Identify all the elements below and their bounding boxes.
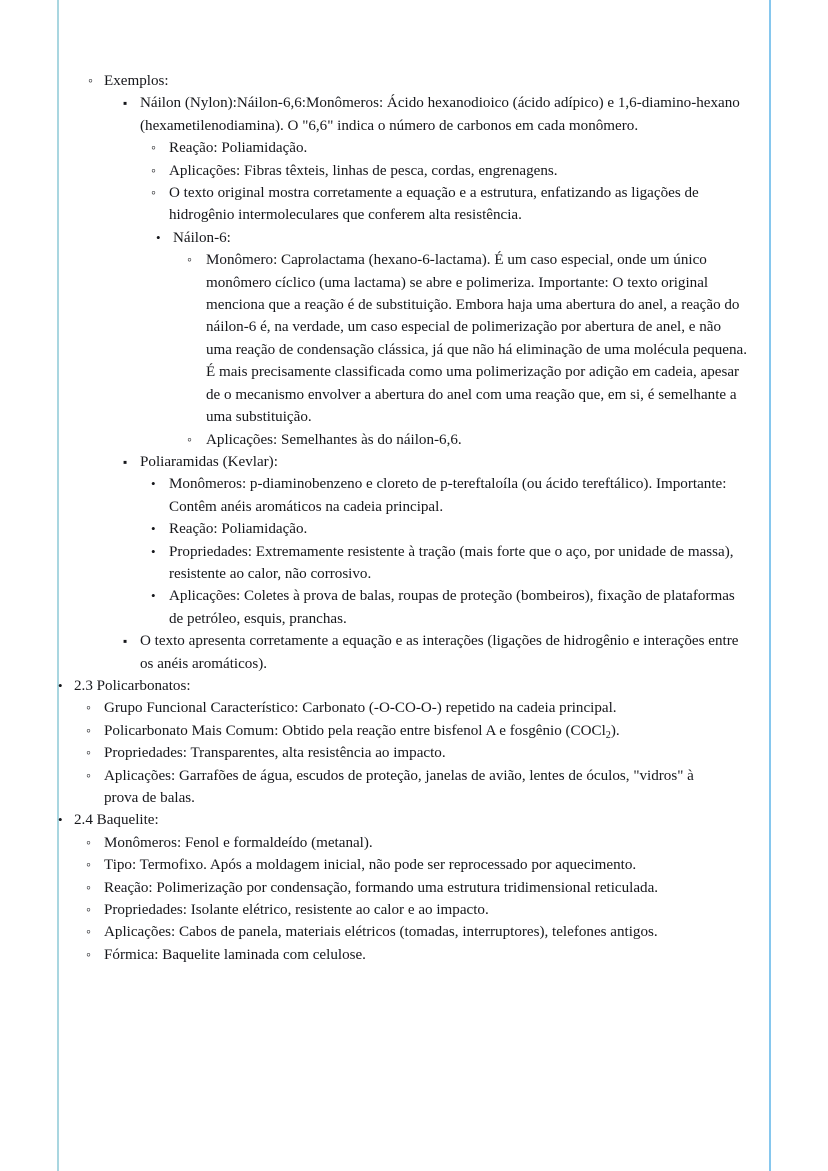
bullet-circle-icon xyxy=(86,832,101,855)
list-item-label: Monômeros: p-diaminobenzeno e cloreto de p-tereftaloíla (ou ácido tereftálico). Importante: Contêm anéis aromáticos na cadeia principal. xyxy=(169,476,727,515)
list-item-label: Monômeros: Fenol e formaldeído (metanal). xyxy=(104,834,373,851)
bullet-disc-icon xyxy=(151,518,166,540)
bullet-circle-icon xyxy=(86,765,101,788)
bullet-circle-icon xyxy=(86,854,101,877)
list-item-nylon66-nota xyxy=(140,182,828,227)
bullet-disc-icon xyxy=(151,585,166,607)
bullet-disc-icon xyxy=(151,541,166,563)
list-item-nylon6-aplicacoes xyxy=(173,429,828,451)
kevlar-children xyxy=(140,473,828,630)
list-item-pc-comum xyxy=(74,720,828,742)
list-item-kevlar-nota xyxy=(104,630,828,675)
list-item-label: Aplicações: Coletes à prova de balas, roupas de proteção (bombeiros), fixação de plataformas de petróleo, esquis, pranchas. xyxy=(169,588,735,627)
list-item-exemplos xyxy=(0,70,828,675)
bullet-circle-icon xyxy=(151,160,166,183)
list-item-nylon xyxy=(104,92,828,226)
list-item-bq-formica xyxy=(74,944,828,966)
pc-comum-subscript: 2 xyxy=(605,729,611,741)
list-item-pc-aplicacoes xyxy=(74,765,828,810)
list-item-label: O texto apresenta corretamente a equação e as interações (ligações de hidrogênio e interações entre os anéis aromáticos). xyxy=(140,633,739,672)
exemplos-children xyxy=(104,92,828,675)
bullet-circle-icon xyxy=(86,899,101,922)
bullet-square-icon xyxy=(123,630,138,652)
list-item-bq-aplicacoes xyxy=(74,921,828,943)
bullet-square-icon xyxy=(123,92,138,114)
list-item-label: Poliaramidas (Kevlar): xyxy=(140,453,278,470)
bullet-disc-icon xyxy=(58,675,73,697)
list-item-nylon6-monomero xyxy=(173,249,828,428)
list-item-label: Reação: Polimerização por condensação, formando uma estrutura tridimensional reticulada. xyxy=(104,879,659,896)
bullet-square-icon xyxy=(123,451,138,473)
list-item-label: Aplicações: Cabos de panela, materiais elétricos (tomadas, interruptores), telefones antigos. xyxy=(104,924,658,941)
list-item-label: Propriedades: Isolante elétrico, resistente ao calor e ao impacto. xyxy=(104,902,489,919)
bullet-circle-icon xyxy=(86,877,101,900)
bullet-circle-icon xyxy=(187,429,202,452)
list-item-policarbonatos xyxy=(0,675,828,809)
bullet-circle-icon xyxy=(86,697,101,720)
list-item-kevlar-monomeros xyxy=(140,473,828,518)
list-item-kevlar xyxy=(104,451,828,630)
bullet-circle-icon xyxy=(86,742,101,765)
list-item-label: Propriedades: Transparentes, alta resistência ao impacto. xyxy=(104,745,446,762)
list-item-label: O texto original mostra corretamente a equação e a estrutura, enfatizando as ligações de hidrogênio intermoleculares que conferem alta resistência. xyxy=(169,185,699,224)
list-item-label: Aplicações: Garrafões de água, escudos de proteção, janelas de avião, lentes de óculos, "vidros" à prova de balas. xyxy=(104,767,694,806)
bullet-circle-icon xyxy=(88,70,103,93)
nylon66-children xyxy=(140,137,828,227)
list-item-label xyxy=(104,720,714,742)
list-item-bq-tipo xyxy=(74,854,828,876)
list-item-label: Reação: Poliamidação. xyxy=(169,521,308,538)
list-item-bq-propriedades xyxy=(74,899,828,921)
bullet-circle-icon xyxy=(86,720,101,743)
bullet-circle-icon xyxy=(151,182,166,205)
list-item-label: Grupo Funcional Característico: Carbonato (-O-CO-O-) repetido na cadeia principal. xyxy=(104,700,617,717)
pc-comum-text-pre: Policarbonato Mais Comum: Obtido pela reação entre bisfenol A e fosgênio (COCl xyxy=(104,722,606,739)
bullet-disc-icon xyxy=(58,809,73,831)
list-item-label: Náilon (Nylon):Náilon-6,6:Monômeros: Ácido hexanodioico (ácido adípico) e 1,6-diamino-hexano (hexametilenodiamina). O "6,6" indica o número de carbonos em cada monômero. xyxy=(140,95,740,134)
list-item-label: Tipo: Termofixo. Após a moldagem inicial, não pode ser reprocessado por aquecimento. xyxy=(104,857,637,874)
list-item-kevlar-aplicacoes xyxy=(140,585,828,630)
bullet-circle-icon xyxy=(151,137,166,160)
list-item-label: Fórmica: Baquelite laminada com celulose. xyxy=(104,946,366,963)
baquelite-children xyxy=(74,832,828,966)
pc-comum-text-post: ). xyxy=(610,722,620,739)
list-item-label: Monômero: Caprolactama (hexano-6-lactama). É um caso especial, onde um único monômero cíclico (uma lactama) se abre e polimeriza. Importante: O texto original menciona que a reação é de substituição. Embora haja uma abertura do anel, a reação do náilon-6 é, na verdade, um caso especial de polimerização por abertura de anel, e não uma reação de condensação clássica, já que não há eliminação de uma molécula pequena. É mais precisamente classificada como uma polimerização por adição em cadeia, apesar de o mecanismo envolver a abertura do anel com uma reação que, em si, é semelhante a uma substituição. xyxy=(206,252,748,426)
list-item-label: Aplicações: Fibras têxteis, linhas de pesca, cordas, engrenagens. xyxy=(169,162,558,179)
bullet-disc-icon xyxy=(151,473,166,495)
list-item-pc-propriedades xyxy=(74,742,828,764)
list-item-label: 2.3 Policarbonatos: xyxy=(74,677,191,694)
list-item-label: Náilon-6: xyxy=(173,229,231,246)
list-item-bq-reacao xyxy=(74,877,828,899)
list-item-label: Reação: Poliamidação. xyxy=(169,140,308,157)
list-item-nylon6 xyxy=(104,227,828,451)
list-item-label: Exemplos: xyxy=(104,73,169,89)
outline-root xyxy=(0,70,828,966)
bullet-disc-icon xyxy=(156,227,171,249)
policarbonatos-children xyxy=(74,697,828,809)
list-item-nylon66-reacao xyxy=(140,137,828,159)
list-item-pc-grupo xyxy=(74,697,828,719)
list-item-label: Propriedades: Extremamente resistente à tração (mais forte que o aço, por unidade de massa), resistente ao calor, não corrosivo. xyxy=(169,543,734,582)
bullet-circle-icon xyxy=(86,944,101,967)
bullet-circle-icon xyxy=(187,249,202,272)
list-item-label: Aplicações: Semelhantes às do náilon-6,6. xyxy=(206,431,462,448)
bullet-circle-icon xyxy=(86,921,101,944)
list-item-kevlar-propriedades xyxy=(140,541,828,586)
list-item-label: 2.4 Baquelite: xyxy=(74,812,159,829)
list-item-bq-monomeros xyxy=(74,832,828,854)
list-item-baquelite xyxy=(0,809,828,966)
nylon6-children xyxy=(173,249,828,451)
list-item-kevlar-reacao xyxy=(140,518,828,540)
list-item-nylon66-aplicacoes xyxy=(140,160,828,182)
